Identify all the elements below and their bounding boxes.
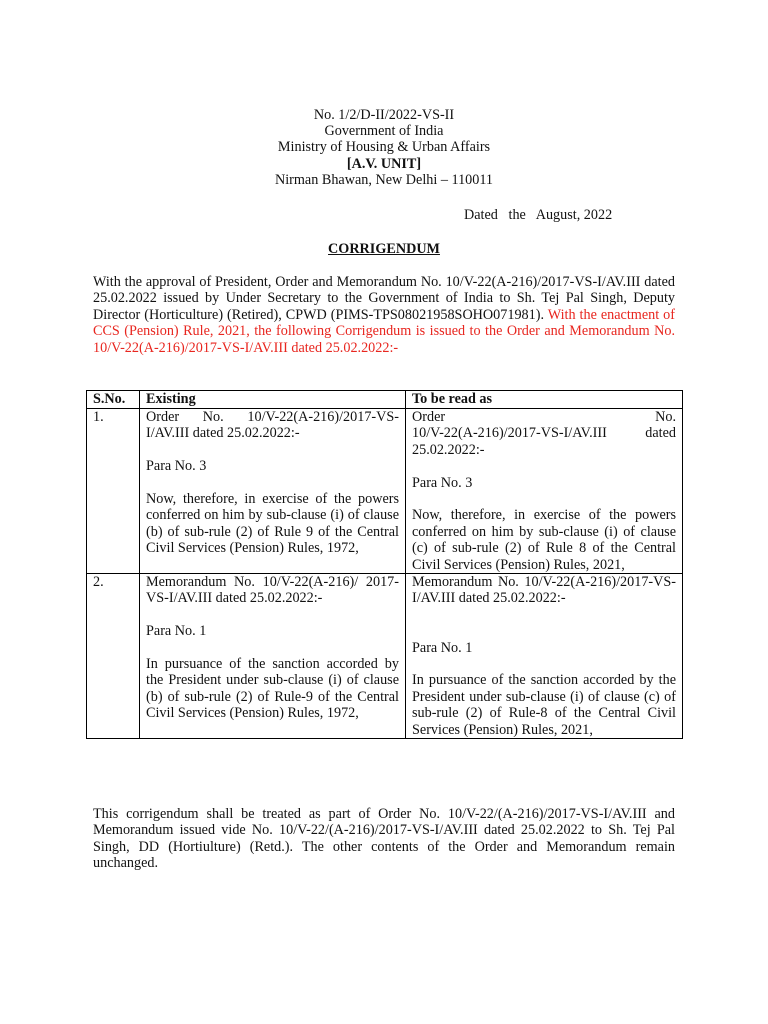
unit-name: [A.V. UNIT] xyxy=(346,155,422,172)
existing-text: Now, therefore, in exercise of the powers conferred on him by sub-clause (i) of clause (b) of sub-rule (2) of Rule 9 of the Central Civil Services (Pension) Rules, 1972, xyxy=(146,491,399,557)
read-as-para: Para No. 1 xyxy=(412,639,473,656)
date-line: Dated the August, 2022 xyxy=(464,207,613,223)
existing-para: Para No. 3 xyxy=(146,458,207,475)
table-row xyxy=(87,409,683,574)
read-as-cell xyxy=(406,574,683,739)
header-read-as: To be read as xyxy=(406,391,683,409)
read-as-para: Para No. 3 xyxy=(412,474,473,491)
existing-ref: Memorandum No. 10/V-22(A-216)/ 2017-VS-I/AV.III dated 25.02.2022:- xyxy=(146,574,399,607)
government-name: Government of India xyxy=(324,123,444,140)
read-as-text: Now, therefore, in exercise of the powers conferred on him by sub-clause (i) of clause (c) of sub-rule (2) of Rule 8 of the Central Civil Services (Pension) Rules, 2021, xyxy=(412,507,676,573)
header-sno: S.No. xyxy=(87,391,140,409)
existing-ref: Order No. 10/V-22(A-216)/2017-VS-I/AV.III dated 25.02.2022:- xyxy=(146,409,399,442)
row-sno: 1. xyxy=(87,409,140,574)
read-as-ref: Memorandum No. 10/V-22(A-216)/2017-VS-I/AV.III dated 25.02.2022:- xyxy=(412,574,676,607)
table-header-row xyxy=(87,391,683,409)
read-as-text: In pursuance of the sanction accorded by the President under sub-clause (i) of clause (c) of sub-rule (2) of Rule-8 of the Central Civil Services (Pension) Rules, 2021, xyxy=(412,672,676,738)
read-as-ref-line2: 10/V-22(A-216)/2017-VS-I/AV.III dated 25.02.2022:- xyxy=(412,425,676,458)
header-existing: Existing xyxy=(140,391,406,409)
office-address: Nirman Bhawan, New Delhi – 110011 xyxy=(274,171,494,188)
intro-paragraph xyxy=(93,274,675,356)
row-sno: 2. xyxy=(87,574,140,739)
file-number: No. 1/2/D-II/2022-VS-II xyxy=(313,107,455,123)
existing-cell xyxy=(140,574,406,739)
read-as-cell xyxy=(406,409,683,574)
intro-text: With the approval of President, Order and Memorandum No. 10/V-22(A-216)/2017-VS-I/AV.III dated 25.02.2022 issued by Under Secretary to the Government of India to Sh. Tej Pal Singh, Deputy Director (Horticulture) (Retired), CPWD (PIMS-TPS08021958SOHO071981). xyxy=(93,274,675,323)
table-row xyxy=(87,574,683,739)
corrigendum-table xyxy=(86,390,683,739)
existing-cell xyxy=(140,409,406,574)
closing-paragraph: This corrigendum shall be treated as part of Order No. 10/V-22/(A-216)/2017-VS-I/AV.III and Memorandum issued vide No. 10/V-22/(A-216)/2017-VS-I/AV.III dated 25.02.2022 to Sh. Tej Pal Singh, DD (Hortiulture) (Retd.). The other contents of the Order and Memorandum remain unchanged. xyxy=(93,806,675,872)
ministry-name: Ministry of Housing & Urban Affairs xyxy=(277,139,491,156)
existing-para: Para No. 1 xyxy=(146,623,207,640)
existing-text: In pursuance of the sanction accorded by the President under sub-clause (i) of clause (b) of sub-rule (2) of Rule-9 of the Central Civil Services (Pension) Rules, 1972, xyxy=(146,656,399,722)
document-title: CORRIGENDUM xyxy=(328,241,440,257)
intro-highlight-text: With the enactment of CCS (Pension) Rule, 2021, the following Corrigendum is issued to the Order and Memorandum No. 10/V-22(A-216)/2017-VS-I/AV.III dated 25.02.2022:- xyxy=(93,306,675,356)
letterhead xyxy=(0,107,768,188)
read-as-ref-line1: Order No. xyxy=(412,409,676,425)
